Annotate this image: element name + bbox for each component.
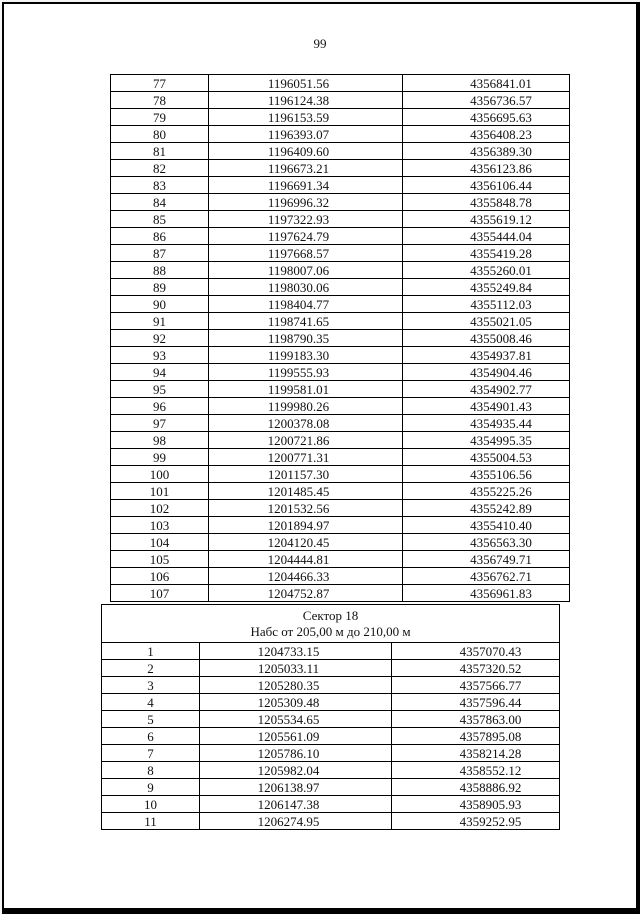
y-coordinate-cell: 4358905.93 bbox=[392, 796, 560, 813]
point-number-cell: 102 bbox=[111, 500, 209, 517]
y-coordinate-cell: 4355008.46 bbox=[403, 330, 570, 347]
y-coordinate-cell: 4358886.92 bbox=[392, 779, 560, 796]
table-row bbox=[111, 194, 570, 211]
table-row bbox=[111, 585, 570, 602]
y-coordinate-cell: 4356695.63 bbox=[403, 109, 570, 126]
point-number-cell: 104 bbox=[111, 534, 209, 551]
x-coordinate-cell: 1204466.33 bbox=[209, 568, 403, 585]
x-coordinate-cell: 1196051.56 bbox=[209, 75, 403, 92]
x-coordinate-cell: 1198741.65 bbox=[209, 313, 403, 330]
point-number-cell: 86 bbox=[111, 228, 209, 245]
y-coordinate-cell: 4355242.89 bbox=[403, 500, 570, 517]
point-number-cell: 88 bbox=[111, 262, 209, 279]
table-row bbox=[111, 432, 570, 449]
table-row bbox=[111, 415, 570, 432]
point-number-cell: 6 bbox=[102, 728, 200, 745]
y-coordinate-cell: 4358214.28 bbox=[392, 745, 560, 762]
x-coordinate-cell: 1196673.21 bbox=[209, 160, 403, 177]
y-coordinate-cell: 4355619.12 bbox=[403, 211, 570, 228]
point-number-cell: 107 bbox=[111, 585, 209, 602]
x-coordinate-cell: 1205534.65 bbox=[200, 711, 392, 728]
table-row bbox=[111, 313, 570, 330]
point-number-cell: 8 bbox=[102, 762, 200, 779]
x-coordinate-cell: 1204444.81 bbox=[209, 551, 403, 568]
x-coordinate-cell: 1201532.56 bbox=[209, 500, 403, 517]
x-coordinate-cell: 1199555.93 bbox=[209, 364, 403, 381]
table-row bbox=[111, 568, 570, 585]
table-row bbox=[111, 75, 570, 92]
point-number-cell: 82 bbox=[111, 160, 209, 177]
point-number-cell: 93 bbox=[111, 347, 209, 364]
point-number-cell: 89 bbox=[111, 279, 209, 296]
x-coordinate-cell: 1204733.15 bbox=[200, 643, 392, 660]
table-row bbox=[111, 109, 570, 126]
sector-header bbox=[102, 605, 560, 643]
y-coordinate-cell: 4355249.84 bbox=[403, 279, 570, 296]
point-number-cell: 77 bbox=[111, 75, 209, 92]
x-coordinate-cell: 1197322.93 bbox=[209, 211, 403, 228]
x-coordinate-cell: 1205309.48 bbox=[200, 694, 392, 711]
table-row bbox=[111, 245, 570, 262]
y-coordinate-cell: 4354904.46 bbox=[403, 364, 570, 381]
y-coordinate-cell: 4354902.77 bbox=[403, 381, 570, 398]
point-number-cell: 78 bbox=[111, 92, 209, 109]
y-coordinate-cell: 4354935.44 bbox=[403, 415, 570, 432]
sector-18-table bbox=[101, 604, 560, 830]
y-coordinate-cell: 4356736.57 bbox=[403, 92, 570, 109]
y-coordinate-cell: 4354995.35 bbox=[403, 432, 570, 449]
y-coordinate-cell: 4358552.12 bbox=[392, 762, 560, 779]
sector-subtitle: Набс от 205,00 м до 210,00 м bbox=[250, 624, 411, 639]
point-number-cell: 95 bbox=[111, 381, 209, 398]
coordinates-table bbox=[110, 74, 570, 602]
table-row bbox=[111, 517, 570, 534]
y-coordinate-cell: 4355004.53 bbox=[403, 449, 570, 466]
point-number-cell: 9 bbox=[102, 779, 200, 796]
x-coordinate-cell: 1205786.10 bbox=[200, 745, 392, 762]
point-number-cell: 83 bbox=[111, 177, 209, 194]
x-coordinate-cell: 1199183.30 bbox=[209, 347, 403, 364]
x-coordinate-cell: 1199581.01 bbox=[209, 381, 403, 398]
table-row bbox=[111, 262, 570, 279]
y-coordinate-cell: 4355021.05 bbox=[403, 313, 570, 330]
y-coordinate-cell: 4356408.23 bbox=[403, 126, 570, 143]
table-row bbox=[102, 728, 560, 745]
table-row bbox=[111, 534, 570, 551]
y-coordinate-cell: 4355112.03 bbox=[403, 296, 570, 313]
point-number-cell: 80 bbox=[111, 126, 209, 143]
x-coordinate-cell: 1205280.35 bbox=[200, 677, 392, 694]
point-number-cell: 79 bbox=[111, 109, 209, 126]
table-row bbox=[102, 779, 560, 796]
point-number-cell: 85 bbox=[111, 211, 209, 228]
x-coordinate-cell: 1205033.11 bbox=[200, 660, 392, 677]
x-coordinate-cell: 1201157.30 bbox=[209, 466, 403, 483]
y-coordinate-cell: 4356563.30 bbox=[403, 534, 570, 551]
table-row bbox=[102, 745, 560, 762]
table-row bbox=[111, 449, 570, 466]
y-coordinate-cell: 4359252.95 bbox=[392, 813, 560, 830]
y-coordinate-cell: 4357596.44 bbox=[392, 694, 560, 711]
x-coordinate-cell: 1196393.07 bbox=[209, 126, 403, 143]
x-coordinate-cell: 1206147.38 bbox=[200, 796, 392, 813]
y-coordinate-cell: 4357566.77 bbox=[392, 677, 560, 694]
point-number-cell: 10 bbox=[102, 796, 200, 813]
table-row bbox=[111, 483, 570, 500]
sector-header-row bbox=[102, 605, 560, 643]
x-coordinate-cell: 1205982.04 bbox=[200, 762, 392, 779]
x-coordinate-cell: 1197624.79 bbox=[209, 228, 403, 245]
y-coordinate-cell: 4354937.81 bbox=[403, 347, 570, 364]
point-number-cell: 11 bbox=[102, 813, 200, 830]
y-coordinate-cell: 4356762.71 bbox=[403, 568, 570, 585]
x-coordinate-cell: 1196691.34 bbox=[209, 177, 403, 194]
page-number: 99 bbox=[313, 36, 327, 51]
y-coordinate-cell: 4357320.52 bbox=[392, 660, 560, 677]
point-number-cell: 1 bbox=[102, 643, 200, 660]
table-row bbox=[102, 796, 560, 813]
table-row bbox=[111, 296, 570, 313]
point-number-cell: 99 bbox=[111, 449, 209, 466]
point-number-cell: 4 bbox=[102, 694, 200, 711]
point-number-cell: 3 bbox=[102, 677, 200, 694]
table-row bbox=[102, 711, 560, 728]
table-row bbox=[111, 398, 570, 415]
x-coordinate-cell: 1205561.09 bbox=[200, 728, 392, 745]
x-coordinate-cell: 1200771.31 bbox=[209, 449, 403, 466]
table-row bbox=[102, 660, 560, 677]
table-row bbox=[111, 466, 570, 483]
x-coordinate-cell: 1196996.32 bbox=[209, 194, 403, 211]
y-coordinate-cell: 4355106.56 bbox=[403, 466, 570, 483]
x-coordinate-cell: 1197668.57 bbox=[209, 245, 403, 262]
table-row bbox=[111, 364, 570, 381]
table-row bbox=[111, 126, 570, 143]
point-number-cell: 105 bbox=[111, 551, 209, 568]
table-row bbox=[102, 694, 560, 711]
y-coordinate-cell: 4356841.01 bbox=[403, 75, 570, 92]
point-number-cell: 87 bbox=[111, 245, 209, 262]
table-row bbox=[111, 143, 570, 160]
point-number-cell: 100 bbox=[111, 466, 209, 483]
point-number-cell: 94 bbox=[111, 364, 209, 381]
point-number-cell: 97 bbox=[111, 415, 209, 432]
x-coordinate-cell: 1200721.86 bbox=[209, 432, 403, 449]
x-coordinate-cell: 1206138.97 bbox=[200, 779, 392, 796]
x-coordinate-cell: 1198790.35 bbox=[209, 330, 403, 347]
x-coordinate-cell: 1198030.06 bbox=[209, 279, 403, 296]
x-coordinate-cell: 1196153.59 bbox=[209, 109, 403, 126]
y-coordinate-cell: 4357070.43 bbox=[392, 643, 560, 660]
point-number-cell: 96 bbox=[111, 398, 209, 415]
x-coordinate-cell: 1204752.87 bbox=[209, 585, 403, 602]
x-coordinate-cell: 1200378.08 bbox=[209, 415, 403, 432]
y-coordinate-cell: 4355410.40 bbox=[403, 517, 570, 534]
y-coordinate-cell: 4355260.01 bbox=[403, 262, 570, 279]
y-coordinate-cell: 4356961.83 bbox=[403, 585, 570, 602]
table-row bbox=[111, 347, 570, 364]
point-number-cell: 106 bbox=[111, 568, 209, 585]
table-row bbox=[102, 762, 560, 779]
table-row bbox=[111, 279, 570, 296]
point-number-cell: 5 bbox=[102, 711, 200, 728]
y-coordinate-cell: 4355225.26 bbox=[403, 483, 570, 500]
table-row bbox=[102, 677, 560, 694]
point-number-cell: 84 bbox=[111, 194, 209, 211]
table-row bbox=[111, 330, 570, 347]
y-coordinate-cell: 4356106.44 bbox=[403, 177, 570, 194]
point-number-cell: 98 bbox=[111, 432, 209, 449]
point-number-cell: 2 bbox=[102, 660, 200, 677]
point-number-cell: 101 bbox=[111, 483, 209, 500]
table-row bbox=[111, 381, 570, 398]
y-coordinate-cell: 4357895.08 bbox=[392, 728, 560, 745]
x-coordinate-cell: 1196124.38 bbox=[209, 92, 403, 109]
point-number-cell: 91 bbox=[111, 313, 209, 330]
x-coordinate-cell: 1196409.60 bbox=[209, 143, 403, 160]
point-number-cell: 103 bbox=[111, 517, 209, 534]
table-row bbox=[111, 211, 570, 228]
point-number-cell: 7 bbox=[102, 745, 200, 762]
x-coordinate-cell: 1199980.26 bbox=[209, 398, 403, 415]
x-coordinate-cell: 1201894.97 bbox=[209, 517, 403, 534]
y-coordinate-cell: 4355848.78 bbox=[403, 194, 570, 211]
y-coordinate-cell: 4355419.28 bbox=[403, 245, 570, 262]
x-coordinate-cell: 1206274.95 bbox=[200, 813, 392, 830]
point-number-cell: 92 bbox=[111, 330, 209, 347]
point-number-cell: 81 bbox=[111, 143, 209, 160]
table-row bbox=[111, 500, 570, 517]
x-coordinate-cell: 1198404.77 bbox=[209, 296, 403, 313]
point-number-cell: 90 bbox=[111, 296, 209, 313]
table-row bbox=[102, 643, 560, 660]
y-coordinate-cell: 4354901.43 bbox=[403, 398, 570, 415]
y-coordinate-cell: 4355444.04 bbox=[403, 228, 570, 245]
x-coordinate-cell: 1198007.06 bbox=[209, 262, 403, 279]
x-coordinate-cell: 1201485.45 bbox=[209, 483, 403, 500]
x-coordinate-cell: 1204120.45 bbox=[209, 534, 403, 551]
y-coordinate-cell: 4356123.86 bbox=[403, 160, 570, 177]
table-row bbox=[111, 177, 570, 194]
table-row bbox=[111, 92, 570, 109]
table-row bbox=[111, 160, 570, 177]
y-coordinate-cell: 4356749.71 bbox=[403, 551, 570, 568]
table-row bbox=[111, 228, 570, 245]
y-coordinate-cell: 4357863.00 bbox=[392, 711, 560, 728]
table-row bbox=[111, 551, 570, 568]
y-coordinate-cell: 4356389.30 bbox=[403, 143, 570, 160]
table-row bbox=[102, 813, 560, 830]
sector-title: Сектор 18 bbox=[302, 608, 359, 623]
